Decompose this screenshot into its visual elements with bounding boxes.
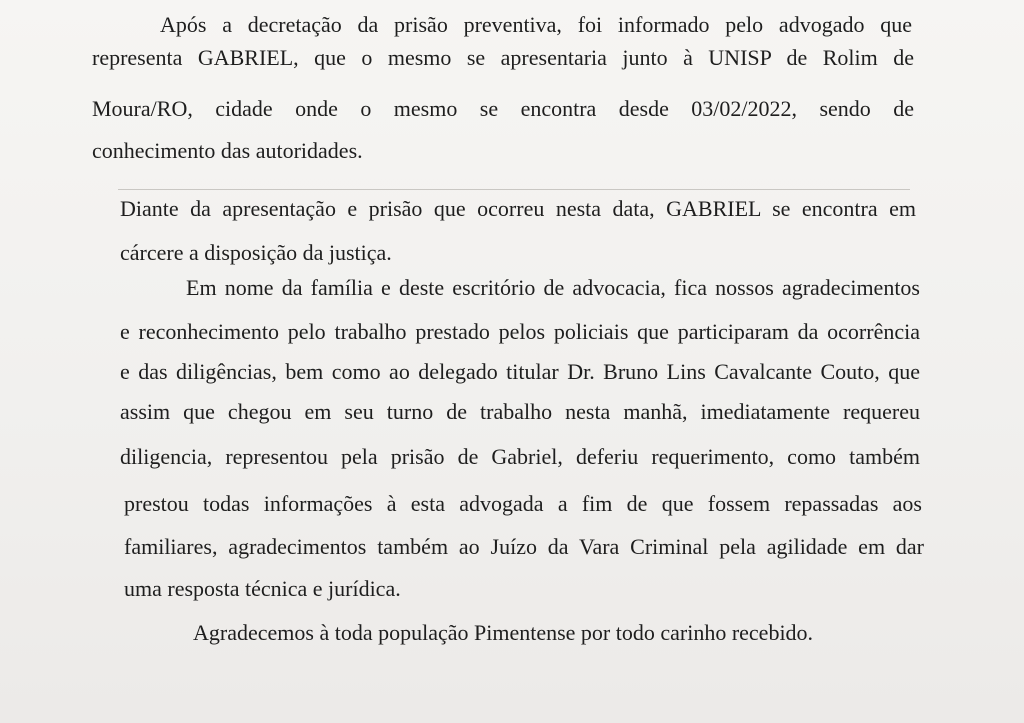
paragraph-4-line-1: Agradecemos à toda população Pimentense por todo carinho recebido.	[193, 620, 814, 645]
paragraph-1-line-3: Moura/RO, cidade onde o mesmo se encontra desde 03/02/2022, sendo de	[92, 96, 914, 121]
paragraph-3-line-2: e reconhecimento pelo trabalho prestado pelos policiais que participaram da ocorrência	[120, 319, 920, 344]
paragraph-2-line-2: cárcere a disposição da justiça.	[120, 240, 392, 265]
paragraph-3-line-7: familiares, agradecimentos também ao Juízo da Vara Criminal pela agilidade em dar	[124, 534, 924, 559]
paragraph-1-line-4: conhecimento das autoridades.	[92, 138, 363, 163]
paragraph-3-line-6: prestou todas informações à esta advogada a fim de que fossem repassadas aos	[124, 491, 922, 516]
paragraph-2-line-1: Diante da apresentação e prisão que ocorreu nesta data, GABRIEL se encontra em	[120, 196, 916, 221]
paragraph-3-line-5: diligencia, representou pela prisão de Gabriel, deferiu requerimento, como também	[120, 444, 920, 469]
paragraph-3-line-1: Em nome da família e deste escritório de advocacia, fica nossos agradecimentos	[186, 275, 920, 300]
paragraph-1-line-2: representa GABRIEL, que o mesmo se apresentaria junto à UNISP de Rolim de	[92, 45, 914, 70]
paragraph-3-line-3: e das diligências, bem como ao delegado titular Dr. Bruno Lins Cavalcante Couto, que	[120, 359, 920, 384]
paragraph-3-line-8: uma resposta técnica e jurídica.	[124, 576, 401, 601]
paragraph-3-line-4: assim que chegou em seu turno de trabalho nesta manhã, imediatamente requereu	[120, 399, 920, 424]
paragraph-1-line-1: Após a decretação da prisão preventiva, foi informado pelo advogado que	[160, 12, 912, 37]
divider-line	[118, 189, 910, 190]
